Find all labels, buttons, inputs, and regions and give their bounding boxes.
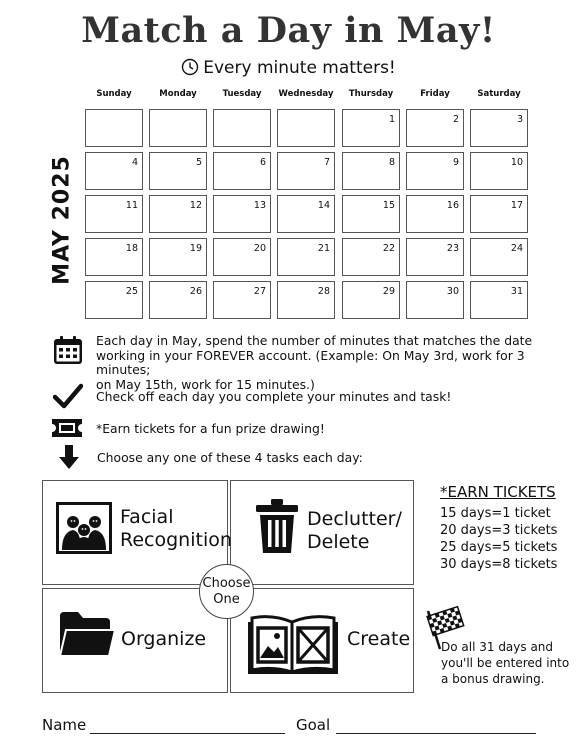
calendar-cell[interactable]: 26: [149, 281, 207, 319]
day-header-tuesday: Tuesday: [222, 89, 262, 99]
ticket-tier: 15 days=1 ticket: [440, 506, 551, 521]
calendar-cell[interactable]: 29: [342, 281, 400, 319]
calendar-cell[interactable]: 14: [277, 195, 335, 233]
name-input-line[interactable]: [90, 733, 285, 734]
day-header-monday: Monday: [159, 89, 197, 99]
calendar-month-label: MAY 2025: [49, 155, 75, 285]
calendar-cell[interactable]: 21: [277, 238, 335, 276]
goal-input-line[interactable]: [336, 733, 536, 734]
calendar-cell[interactable]: 8: [342, 152, 400, 190]
calendar-cell[interactable]: 25: [85, 281, 143, 319]
calendar-cell[interactable]: 22: [342, 238, 400, 276]
calendar-cell[interactable]: 11: [85, 195, 143, 233]
declutter-delete-label: Declutter/ Delete: [307, 508, 402, 553]
day-header-thursday: Thursday: [348, 89, 394, 99]
subtitle: [0, 58, 577, 81]
day-header-wednesday: Wednesday: [278, 89, 334, 99]
calendar-cell[interactable]: [85, 109, 143, 147]
day-header-friday: Friday: [420, 89, 450, 99]
calendar-cell[interactable]: 30: [406, 281, 464, 319]
calendar-cell[interactable]: 3: [470, 109, 528, 147]
calendar-cell[interactable]: 23: [406, 238, 464, 276]
ticket-tier: 20 days=3 tickets: [440, 523, 558, 538]
photo-book-icon: [246, 614, 340, 680]
calendar-cell[interactable]: 20: [213, 238, 271, 276]
bonus-drawing-note: Do all 31 days and you'll be entered into a bonus drawing.: [441, 640, 570, 686]
calendar-cell[interactable]: 9: [406, 152, 464, 190]
family-photo-icon: [56, 502, 112, 558]
calendar-cell[interactable]: 2: [406, 109, 464, 147]
calendar-cell[interactable]: 16: [406, 195, 464, 233]
calendar-cell[interactable]: 7: [277, 152, 335, 190]
choose-one-badge: Choose One: [199, 564, 254, 619]
calendar-cell[interactable]: [149, 109, 207, 147]
calendar-cell[interactable]: 19: [149, 238, 207, 276]
ticket-tier: 30 days=8 tickets: [440, 557, 558, 572]
calendar-instructions: Each day in May, spend the number of minutes that matches the date working in your FOREVER account. (Example: On May 3rd, work for 3 minutes; on May 15th, work for 15 minutes.): [96, 333, 533, 392]
name-label: Name: [42, 716, 87, 734]
calendar-cell[interactable]: 6: [213, 152, 271, 190]
trash-icon: [255, 498, 299, 558]
calendar-cell[interactable]: 4: [85, 152, 143, 190]
page-title: Match a Day in May!: [81, 10, 496, 51]
calendar-cell[interactable]: 12: [149, 195, 207, 233]
ticket-tier: 25 days=5 tickets: [440, 540, 558, 555]
calendar-cell[interactable]: 10: [470, 152, 528, 190]
checkmark-icon: [53, 383, 83, 413]
calendar-cell[interactable]: 28: [277, 281, 335, 319]
folder-icon: [58, 610, 116, 666]
calendar-cell[interactable]: 15: [342, 195, 400, 233]
choose-task-instruction: Choose any one of these 4 tasks each day:: [97, 450, 363, 465]
tickets-list: [440, 505, 557, 573]
calendar-cell[interactable]: 17: [470, 195, 528, 233]
calendar-cell[interactable]: 13: [213, 195, 271, 233]
calendar-cell[interactable]: [277, 109, 335, 147]
calendar-icon: [52, 334, 84, 370]
calendar-cell[interactable]: 31: [470, 281, 528, 319]
calendar-cell[interactable]: 5: [149, 152, 207, 190]
calendar-cell[interactable]: [213, 109, 271, 147]
goal-label: Goal: [296, 716, 331, 734]
arrow-down-icon: [58, 444, 80, 474]
clock-icon: [181, 58, 199, 81]
ticket-instruction: *Earn tickets for a fun prize drawing!: [96, 421, 325, 436]
day-header-sunday: Sunday: [96, 89, 132, 99]
calendar-cell[interactable]: 24: [470, 238, 528, 276]
ticket-icon: [51, 417, 83, 443]
earn-tickets-heading: *EARN TICKETS: [440, 483, 556, 501]
create-label: Create: [347, 628, 411, 650]
calendar-cell[interactable]: 18: [85, 238, 143, 276]
check-off-instruction: Check off each day you complete your minutes and task!: [96, 389, 452, 404]
day-header-saturday: Saturday: [477, 89, 521, 99]
subtitle-text: Every minute matters!: [203, 58, 396, 78]
calendar-cell[interactable]: 1: [342, 109, 400, 147]
calendar-cell[interactable]: 27: [213, 281, 271, 319]
organize-label: Organize: [121, 628, 207, 650]
facial-recognition-label: Facial Recognition: [120, 506, 232, 551]
